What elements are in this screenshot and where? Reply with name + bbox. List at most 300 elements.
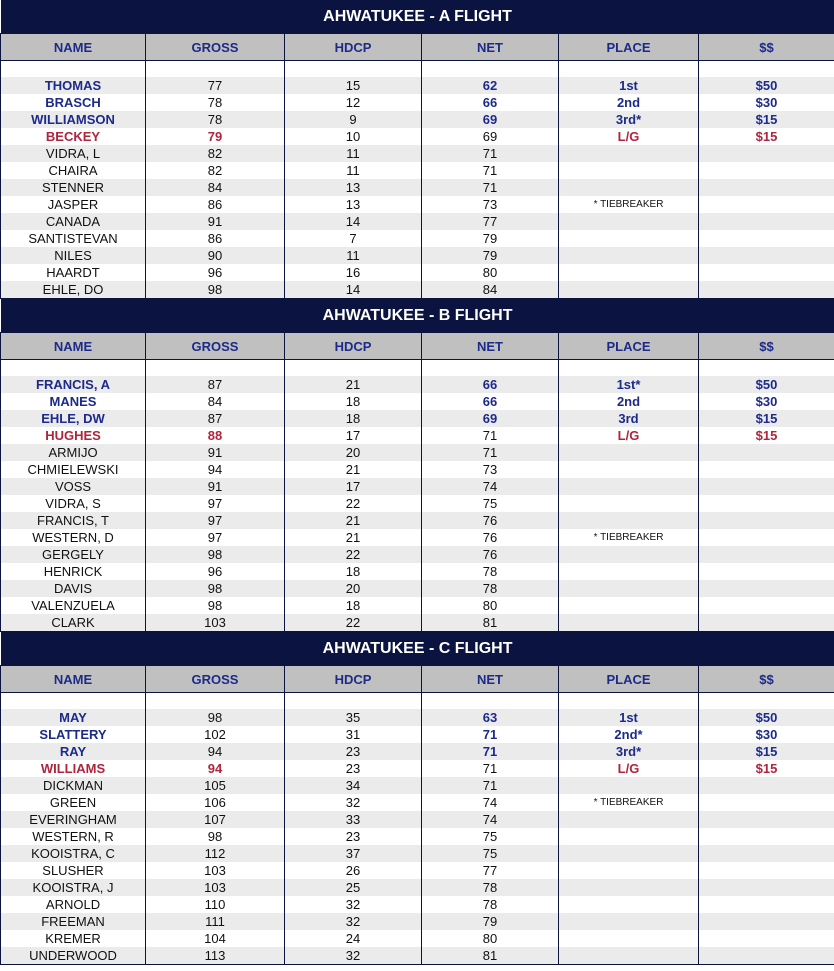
net-cell: 74 [422, 811, 559, 828]
hdcp-cell: 16 [285, 264, 422, 281]
name-cell: FREEMAN [1, 913, 146, 930]
payout-cell: $30 [699, 94, 834, 111]
gross-cell: 98 [146, 580, 285, 597]
net-cell: 74 [422, 794, 559, 811]
gross-cell: 86 [146, 230, 285, 247]
column-header-payout: $$ [699, 34, 834, 61]
hdcp-cell: 15 [285, 77, 422, 94]
column-header-net: NET [422, 333, 559, 360]
table-row [1, 580, 834, 597]
gross-cell: 105 [146, 777, 285, 794]
payout-cell [699, 196, 834, 213]
hdcp-cell: 33 [285, 811, 422, 828]
net-cell: 80 [422, 264, 559, 281]
gross-cell: 111 [146, 913, 285, 930]
net-cell: 66 [422, 393, 559, 410]
gross-cell: 103 [146, 879, 285, 896]
name-cell: KREMER [1, 930, 146, 947]
table-row [1, 777, 834, 794]
hdcp-cell: 17 [285, 478, 422, 495]
name-cell: FRANCIS, T [1, 512, 146, 529]
payout-cell [699, 777, 834, 794]
gross-cell: 96 [146, 563, 285, 580]
table-row [1, 111, 834, 128]
spacer-cell [1, 61, 146, 78]
net-cell: 75 [422, 845, 559, 862]
payout-cell: $15 [699, 743, 834, 760]
table-row [1, 179, 834, 196]
hdcp-cell: 23 [285, 743, 422, 760]
net-cell: 62 [422, 77, 559, 94]
hdcp-cell: 17 [285, 427, 422, 444]
column-header-hdcp: HDCP [285, 333, 422, 360]
table-row [1, 828, 834, 845]
gross-cell: 94 [146, 760, 285, 777]
payout-cell [699, 495, 834, 512]
column-header-gross: GROSS [146, 333, 285, 360]
net-cell: 79 [422, 913, 559, 930]
gross-cell: 79 [146, 128, 285, 145]
hdcp-cell: 21 [285, 512, 422, 529]
hdcp-cell: 26 [285, 862, 422, 879]
name-cell: VIDRA, S [1, 495, 146, 512]
name-cell: THOMAS [1, 77, 146, 94]
gross-cell: 78 [146, 94, 285, 111]
net-cell: 77 [422, 213, 559, 230]
name-cell: KOOISTRA, J [1, 879, 146, 896]
payout-cell [699, 213, 834, 230]
place-cell: L/G [559, 427, 699, 444]
hdcp-cell: 13 [285, 196, 422, 213]
table-row [1, 811, 834, 828]
hdcp-cell: 21 [285, 529, 422, 546]
flight-title: AHWATUKEE - C FLIGHT [1, 632, 834, 666]
gross-cell: 82 [146, 145, 285, 162]
hdcp-cell: 22 [285, 546, 422, 563]
payout-cell [699, 162, 834, 179]
place-cell: 1st* [559, 376, 699, 393]
net-cell: 84 [422, 281, 559, 299]
table-row [1, 77, 834, 94]
net-cell: 71 [422, 777, 559, 794]
gross-cell: 110 [146, 896, 285, 913]
name-cell: HUGHES [1, 427, 146, 444]
gross-cell: 113 [146, 947, 285, 965]
gross-cell: 91 [146, 213, 285, 230]
column-header-gross: GROSS [146, 34, 285, 61]
spacer-cell [1, 693, 146, 710]
net-cell: 74 [422, 478, 559, 495]
hdcp-cell: 32 [285, 896, 422, 913]
table-row [1, 726, 834, 743]
hdcp-cell: 18 [285, 563, 422, 580]
net-cell: 81 [422, 614, 559, 632]
net-cell: 73 [422, 461, 559, 478]
net-cell: 78 [422, 563, 559, 580]
payout-cell [699, 947, 834, 965]
net-cell: 80 [422, 597, 559, 614]
table-row [1, 913, 834, 930]
name-cell: EVERINGHAM [1, 811, 146, 828]
hdcp-cell: 35 [285, 709, 422, 726]
gross-cell: 84 [146, 393, 285, 410]
net-cell: 66 [422, 94, 559, 111]
place-cell [559, 546, 699, 563]
gross-cell: 91 [146, 444, 285, 461]
payout-cell: $15 [699, 427, 834, 444]
net-cell: 79 [422, 230, 559, 247]
payout-cell [699, 845, 834, 862]
spacer-cell [559, 693, 699, 710]
gross-cell: 104 [146, 930, 285, 947]
gross-cell: 97 [146, 512, 285, 529]
name-cell: HENRICK [1, 563, 146, 580]
name-cell: BECKEY [1, 128, 146, 145]
payout-cell [699, 930, 834, 947]
flight-title: AHWATUKEE - B FLIGHT [1, 299, 834, 333]
place-cell [559, 896, 699, 913]
hdcp-cell: 11 [285, 162, 422, 179]
column-header-hdcp: HDCP [285, 666, 422, 693]
place-cell [559, 179, 699, 196]
net-cell: 69 [422, 111, 559, 128]
table-row [1, 264, 834, 281]
hdcp-cell: 23 [285, 760, 422, 777]
payout-cell [699, 179, 834, 196]
place-cell [559, 862, 699, 879]
net-cell: 75 [422, 495, 559, 512]
place-cell [559, 230, 699, 247]
place-cell: 3rd* [559, 743, 699, 760]
flight-table [0, 299, 834, 632]
payout-cell [699, 879, 834, 896]
hdcp-cell: 13 [285, 179, 422, 196]
place-cell: 2nd [559, 94, 699, 111]
net-cell: 71 [422, 760, 559, 777]
spacer-cell [146, 61, 285, 78]
name-cell: CHAIRA [1, 162, 146, 179]
hdcp-cell: 32 [285, 947, 422, 965]
gross-cell: 91 [146, 478, 285, 495]
place-cell: * TIEBREAKER [559, 794, 699, 811]
net-cell: 71 [422, 179, 559, 196]
hdcp-cell: 32 [285, 913, 422, 930]
spacer-cell [146, 693, 285, 710]
payout-cell [699, 478, 834, 495]
hdcp-cell: 18 [285, 410, 422, 427]
name-cell: VIDRA, L [1, 145, 146, 162]
net-cell: 71 [422, 444, 559, 461]
payout-cell: $15 [699, 760, 834, 777]
place-cell: 2nd* [559, 726, 699, 743]
place-cell [559, 777, 699, 794]
place-cell: L/G [559, 128, 699, 145]
gross-cell: 98 [146, 281, 285, 299]
table-row [1, 162, 834, 179]
name-cell: STENNER [1, 179, 146, 196]
table-row [1, 427, 834, 444]
hdcp-cell: 37 [285, 845, 422, 862]
table-row [1, 743, 834, 760]
table-row [1, 930, 834, 947]
gross-cell: 94 [146, 743, 285, 760]
hdcp-cell: 14 [285, 281, 422, 299]
net-cell: 76 [422, 546, 559, 563]
place-cell [559, 145, 699, 162]
name-cell: GREEN [1, 794, 146, 811]
gross-cell: 84 [146, 179, 285, 196]
net-cell: 69 [422, 128, 559, 145]
column-header-net: NET [422, 34, 559, 61]
hdcp-cell: 12 [285, 94, 422, 111]
net-cell: 81 [422, 947, 559, 965]
gross-cell: 112 [146, 845, 285, 862]
name-cell: GERGELY [1, 546, 146, 563]
place-cell: * TIEBREAKER [559, 196, 699, 213]
hdcp-cell: 18 [285, 597, 422, 614]
spacer-cell [699, 693, 834, 710]
table-row [1, 213, 834, 230]
payout-cell [699, 281, 834, 299]
spacer-cell [422, 360, 559, 377]
table-row [1, 247, 834, 264]
hdcp-cell: 21 [285, 461, 422, 478]
name-cell: EHLE, DW [1, 410, 146, 427]
place-cell [559, 563, 699, 580]
name-cell: UNDERWOOD [1, 947, 146, 965]
column-header-place: PLACE [559, 34, 699, 61]
column-header-payout: $$ [699, 333, 834, 360]
hdcp-cell: 18 [285, 393, 422, 410]
name-cell: WESTERN, R [1, 828, 146, 845]
name-cell: WESTERN, D [1, 529, 146, 546]
net-cell: 78 [422, 896, 559, 913]
table-row [1, 196, 834, 213]
name-cell: MAY [1, 709, 146, 726]
place-cell: * TIEBREAKER [559, 529, 699, 546]
table-row [1, 845, 834, 862]
gross-cell: 97 [146, 529, 285, 546]
net-cell: 76 [422, 512, 559, 529]
gross-cell: 82 [146, 162, 285, 179]
name-cell: DAVIS [1, 580, 146, 597]
hdcp-cell: 22 [285, 495, 422, 512]
flight-title: AHWATUKEE - A FLIGHT [1, 0, 834, 34]
name-cell: JASPER [1, 196, 146, 213]
table-row [1, 128, 834, 145]
table-row [1, 281, 834, 299]
name-cell: KOOISTRA, C [1, 845, 146, 862]
place-cell: 2nd [559, 393, 699, 410]
hdcp-cell: 32 [285, 794, 422, 811]
gross-cell: 98 [146, 597, 285, 614]
place-cell [559, 597, 699, 614]
net-cell: 76 [422, 529, 559, 546]
place-cell [559, 495, 699, 512]
net-cell: 77 [422, 862, 559, 879]
place-cell [559, 264, 699, 281]
name-cell: DICKMAN [1, 777, 146, 794]
table-row [1, 478, 834, 495]
spacer-cell [559, 61, 699, 78]
column-header-gross: GROSS [146, 666, 285, 693]
name-cell: RAY [1, 743, 146, 760]
spacer-cell [699, 61, 834, 78]
name-cell: HAARDT [1, 264, 146, 281]
table-row [1, 410, 834, 427]
place-cell [559, 512, 699, 529]
table-row [1, 393, 834, 410]
table-row [1, 614, 834, 632]
payout-cell [699, 580, 834, 597]
hdcp-cell: 10 [285, 128, 422, 145]
place-cell [559, 281, 699, 299]
place-cell: 1st [559, 77, 699, 94]
spacer-cell [285, 360, 422, 377]
gross-cell: 97 [146, 495, 285, 512]
payout-cell [699, 828, 834, 845]
spacer-cell [559, 360, 699, 377]
table-row [1, 376, 834, 393]
payout-cell [699, 512, 834, 529]
payout-cell: $15 [699, 111, 834, 128]
name-cell: SANTISTEVAN [1, 230, 146, 247]
place-cell [559, 811, 699, 828]
net-cell: 79 [422, 247, 559, 264]
net-cell: 71 [422, 743, 559, 760]
payout-cell [699, 597, 834, 614]
place-cell [559, 213, 699, 230]
gross-cell: 96 [146, 264, 285, 281]
gross-cell: 106 [146, 794, 285, 811]
payout-cell [699, 529, 834, 546]
table-row [1, 709, 834, 726]
hdcp-cell: 31 [285, 726, 422, 743]
payout-cell: $50 [699, 77, 834, 94]
gross-cell: 86 [146, 196, 285, 213]
table-row [1, 794, 834, 811]
net-cell: 71 [422, 726, 559, 743]
hdcp-cell: 22 [285, 614, 422, 632]
payout-cell [699, 264, 834, 281]
payout-cell [699, 145, 834, 162]
spacer-cell [285, 61, 422, 78]
payout-cell: $50 [699, 376, 834, 393]
hdcp-cell: 20 [285, 580, 422, 597]
name-cell: VALENZUELA [1, 597, 146, 614]
name-cell: EHLE, DO [1, 281, 146, 299]
gross-cell: 103 [146, 862, 285, 879]
name-cell: CANADA [1, 213, 146, 230]
column-header-place: PLACE [559, 666, 699, 693]
net-cell: 73 [422, 196, 559, 213]
table-row [1, 495, 834, 512]
payout-cell [699, 230, 834, 247]
place-cell [559, 913, 699, 930]
payout-cell: $15 [699, 128, 834, 145]
gross-cell: 98 [146, 546, 285, 563]
table-row [1, 512, 834, 529]
payout-cell [699, 811, 834, 828]
place-cell [559, 879, 699, 896]
hdcp-cell: 7 [285, 230, 422, 247]
hdcp-cell: 20 [285, 444, 422, 461]
name-cell: FRANCIS, A [1, 376, 146, 393]
column-header-payout: $$ [699, 666, 834, 693]
place-cell [559, 461, 699, 478]
table-row [1, 862, 834, 879]
place-cell [559, 614, 699, 632]
gross-cell: 98 [146, 828, 285, 845]
net-cell: 71 [422, 427, 559, 444]
name-cell: BRASCH [1, 94, 146, 111]
place-cell [559, 580, 699, 597]
net-cell: 80 [422, 930, 559, 947]
place-cell: 1st [559, 709, 699, 726]
column-header-name: NAME [1, 333, 146, 360]
column-header-place: PLACE [559, 333, 699, 360]
gross-cell: 90 [146, 247, 285, 264]
name-cell: MANES [1, 393, 146, 410]
net-cell: 75 [422, 828, 559, 845]
net-cell: 71 [422, 145, 559, 162]
payout-cell: $50 [699, 709, 834, 726]
table-row [1, 230, 834, 247]
table-row [1, 563, 834, 580]
spacer-cell [146, 360, 285, 377]
gross-cell: 87 [146, 376, 285, 393]
place-cell [559, 828, 699, 845]
place-cell [559, 478, 699, 495]
payout-cell [699, 862, 834, 879]
gross-cell: 103 [146, 614, 285, 632]
name-cell: ARNOLD [1, 896, 146, 913]
column-header-net: NET [422, 666, 559, 693]
place-cell: L/G [559, 760, 699, 777]
net-cell: 78 [422, 580, 559, 597]
name-cell: CHMIELEWSKI [1, 461, 146, 478]
hdcp-cell: 24 [285, 930, 422, 947]
table-row [1, 597, 834, 614]
place-cell: 3rd* [559, 111, 699, 128]
gross-cell: 94 [146, 461, 285, 478]
table-row [1, 546, 834, 563]
payout-cell [699, 444, 834, 461]
spacer-cell [1, 360, 146, 377]
net-cell: 66 [422, 376, 559, 393]
place-cell [559, 162, 699, 179]
payout-cell [699, 614, 834, 632]
table-row [1, 529, 834, 546]
payout-cell: $15 [699, 410, 834, 427]
net-cell: 63 [422, 709, 559, 726]
spacer-cell [422, 693, 559, 710]
net-cell: 69 [422, 410, 559, 427]
place-cell [559, 845, 699, 862]
name-cell: SLATTERY [1, 726, 146, 743]
name-cell: NILES [1, 247, 146, 264]
place-cell [559, 947, 699, 965]
table-row [1, 145, 834, 162]
table-row [1, 94, 834, 111]
hdcp-cell: 9 [285, 111, 422, 128]
payout-cell [699, 247, 834, 264]
hdcp-cell: 11 [285, 247, 422, 264]
column-header-hdcp: HDCP [285, 34, 422, 61]
place-cell: 3rd [559, 410, 699, 427]
place-cell [559, 444, 699, 461]
table-row [1, 444, 834, 461]
